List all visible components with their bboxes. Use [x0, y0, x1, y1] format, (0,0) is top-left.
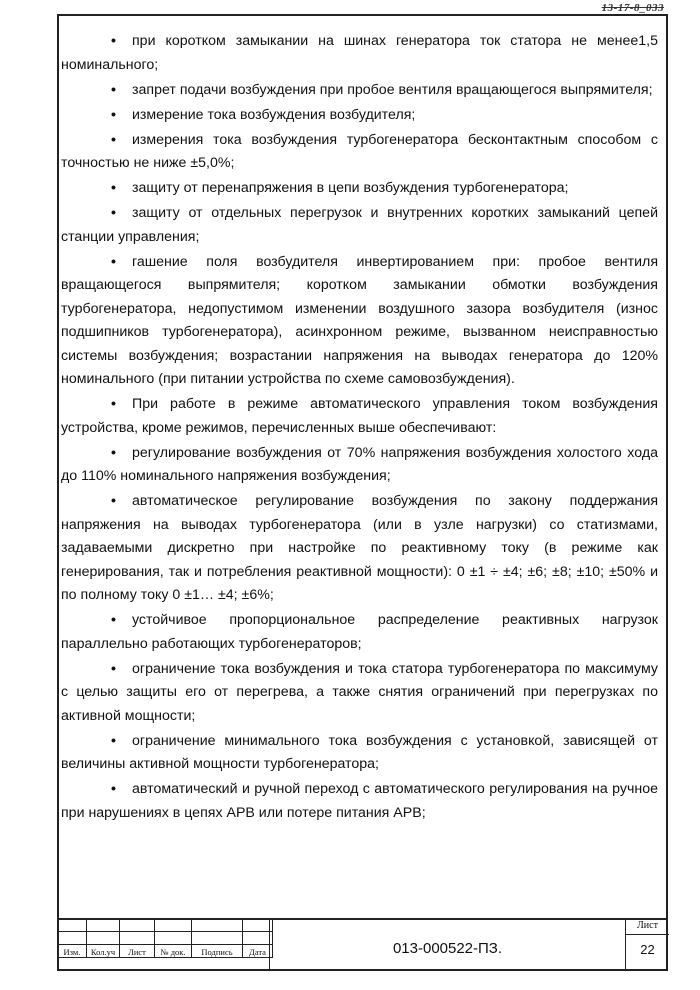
column-header: Изм.	[58, 945, 87, 958]
column-header: Лист	[120, 945, 155, 958]
sheet-divider	[626, 934, 669, 935]
list-item-text: ограничение минимального тока возбуждения с установкой, зависящей от величины активной мощности турбогенератора;	[61, 732, 658, 772]
bullet-icon	[111, 202, 132, 226]
list-item-text: защиту от отдельных перегрузок и внутренних коротких замыканий цепей станции управления;	[61, 205, 658, 245]
list-item-text: измерения тока возбуждения турбогенератора бесконтактным способом с точностью не ниже ±5,0%;	[61, 131, 658, 171]
list-item	[61, 129, 658, 176]
bullet-icon	[111, 79, 132, 103]
list-item-text: устойчивое пропорциональное распределение реактивных нагрузок параллельно работающих турбогенераторов;	[61, 612, 658, 652]
list-item	[61, 251, 658, 392]
bullet-icon	[111, 778, 132, 802]
list-item	[61, 202, 658, 249]
document-code-cell	[269, 918, 625, 971]
column-header: Дата	[243, 945, 273, 958]
column-header: № док.	[155, 945, 192, 958]
column-header: Подпись	[192, 945, 243, 958]
list-item	[61, 393, 658, 440]
sheet-cell	[625, 918, 668, 971]
list-item	[61, 778, 658, 825]
list-item	[61, 490, 658, 608]
bullet-icon	[111, 30, 132, 54]
bullet-list	[61, 30, 658, 827]
list-item-text: гашение поля возбудителя инвертированием при: пробое вентиля вращающегося выпрямителя; коротком замыкании обмотки возбуждения турбогенератора, недопустимом изменении воздушного зазора возбудителя (износ подшипников турбогенератора), асинхронном режиме, вызванном неисправностью системы возбуждения; возрастании напряжения на выводах генератора до 120% номинального (при питании устройства по схеме самовозбуждения).	[61, 253, 658, 387]
list-item-text: при коротком замыкании на шинах генератора ток статора не менее1,5 номинального;	[61, 33, 658, 73]
list-item-text: измерение тока возбуждения возбудителя;	[132, 106, 416, 123]
bullet-icon	[111, 658, 132, 682]
list-item	[61, 79, 658, 103]
bullet-icon	[111, 442, 132, 466]
revision-header-row	[58, 945, 273, 958]
column-header: Кол.уч	[87, 945, 120, 958]
list-item-text: При работе в режиме автоматического управления током возбуждения устройства, кроме режимов, перечисленных выше обеспечивают:	[61, 396, 658, 436]
list-item	[61, 442, 658, 489]
document-code: 013-000522-ПЗ.	[392, 940, 503, 957]
list-item-text: запрет подачи возбуждения при пробое вентиля вращающегося выпрямителя;	[132, 81, 653, 98]
bullet-icon	[111, 609, 132, 633]
list-item	[61, 658, 658, 729]
list-item-text: ограничение тока возбуждения и тока статора турбогенератора по максимуму с целью защиты его от перегрева, а также снятия ограничений при перегрузках по активной мощности;	[61, 660, 658, 724]
list-item-text: автоматическое регулирование возбуждения по закону поддержания напряжения на выводах турбогенератора (или в узле нагрузки) со статизмами, задаваемыми дискретно при настройке по реактивному току (в режиме как генерирования, так и потребления реактивной мощности): 0 ±1 ÷ ±4; ±6; ±8; ±10; ±50% и по полному току 0 ±1… ±4; ±6%;	[61, 493, 658, 603]
list-item	[61, 609, 658, 656]
list-item	[61, 730, 658, 777]
document-reference: 13-17-8_033	[601, 2, 664, 14]
bullet-icon	[111, 730, 132, 754]
bullet-icon	[111, 129, 132, 153]
bullet-icon	[111, 104, 132, 128]
list-item-text: автоматический и ручной переход с автоматического регулирования на ручное при нарушениях в цепях АРВ или потере питания АРВ;	[61, 781, 658, 821]
list-item-text: регулирование возбуждения от 70% напряжения возбуждения холостого хода до 110% номинального напряжения возбуждения;	[61, 444, 658, 484]
bullet-icon	[111, 177, 132, 201]
title-block	[57, 918, 668, 971]
sheet-label: Лист	[637, 920, 658, 931]
bullet-icon	[111, 393, 132, 417]
bullet-icon	[111, 251, 132, 275]
revision-table	[57, 918, 273, 958]
list-item	[61, 104, 658, 128]
list-item	[61, 30, 658, 77]
bullet-icon	[111, 490, 132, 514]
list-item-text: защиту от перенапряжения в цепи возбуждения турбогенератора;	[132, 180, 569, 196]
sheet-number: 22	[640, 942, 655, 957]
title-block-top-border	[57, 918, 668, 920]
list-item	[61, 177, 658, 201]
